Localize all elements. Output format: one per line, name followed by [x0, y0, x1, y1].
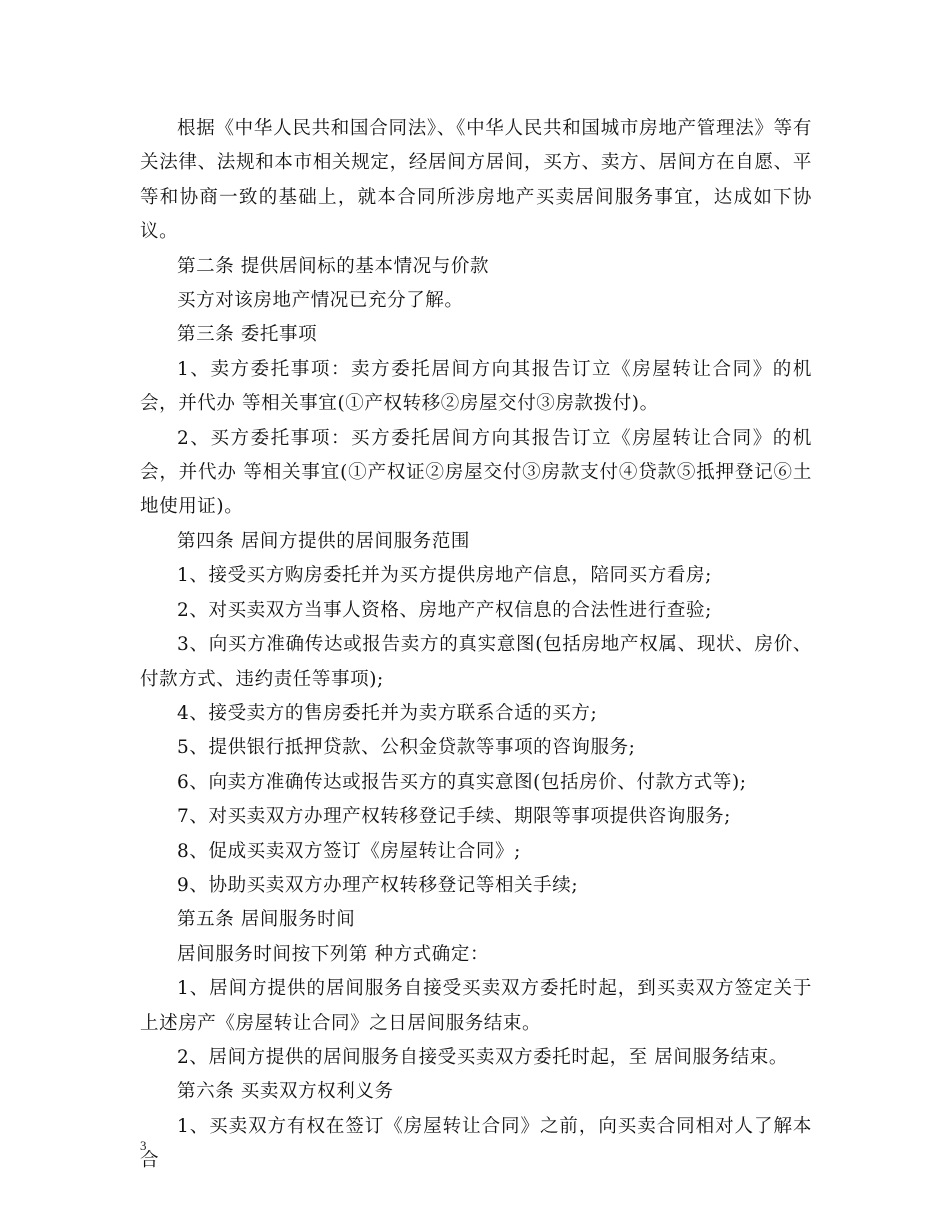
- list-item: 1、居间方提供的居间服务自接受买卖双方委托时起，到买卖双方签定关于上述房产《房屋转让合同》之日居间服务结束。: [140, 978, 812, 1034]
- list-item: 2、居间方提供的居间服务自接受买卖双方委托时起，至 居间服务结束。: [177, 1046, 788, 1068]
- article-heading-6: 第六条 买卖双方权利义务: [177, 1081, 394, 1103]
- article-heading-4: 第四条 居间方提供的居间服务范围: [177, 530, 470, 552]
- body-text: [140, 112, 812, 1179]
- article-heading-5: 第五条 居间服务时间: [177, 909, 356, 931]
- list-item: 6、向卖方准确传达或报告买方的真实意图(包括房价、付款方式等);: [177, 771, 747, 793]
- list-item: 1、卖方委托事项：卖方委托居间方向其报告订立《房屋转让合同》的机会，并代办 等相关事宜(①产权转移②房屋交付③房款拨付)。: [140, 358, 812, 415]
- list-item: 1、接受买方购房委托并为买方提供房地产信息，陪同买方看房;: [177, 565, 712, 587]
- paragraph-intro: 根据《中华人民共和国合同法》、《中华人民共和国城市房地产管理法》等有关法律、法规和本市相关规定，经居间方居间，买方、卖方、居间方在自愿、平等和协商一致的基础上，就本合同所涉房地产买卖居间服务事宜，达成如下协议。: [140, 118, 812, 243]
- article-heading-2: 第二条 提供居间标的基本情况与价款: [177, 255, 490, 277]
- list-item: 9、协助买卖双方办理产权转移登记等相关手续;: [177, 874, 579, 896]
- list-item: 2、对买卖双方当事人资格、房地产产权信息的合法性进行查验;: [177, 599, 712, 621]
- list-item: 7、对买卖双方办理产权转移登记手续、期限等事项提供咨询服务;: [177, 806, 732, 828]
- list-item: 8、促成买卖双方签订《房屋转让合同》;: [177, 840, 521, 862]
- paragraph: 买方对该房地产情况已充分了解。: [177, 290, 464, 312]
- list-item: 1、买卖双方有权在签订《房屋转让合同》之前，向买卖合同相对人了解本合: [140, 1115, 812, 1172]
- list-item: 3、向买方准确传达或报告卖方的真实意图(包括房地产权属、现状、房价、付款方式、违约责任等事项);: [140, 634, 812, 690]
- list-item: 2、买方委托事项：买方委托居间方向其报告订立《房屋转让合同》的机会，并代办 等相关事宜(①产权证②房屋交付③房款支付④贷款⑤抵押登记⑥土地使用证)。: [140, 427, 812, 518]
- list-item: 5、提供银行抵押贷款、公积金贷款等事项的咨询服务;: [177, 737, 636, 759]
- paragraph: 居间服务时间按下列第 种方式确定：: [177, 943, 490, 965]
- page-number: 3: [140, 1138, 147, 1153]
- article-heading-3: 第三条 委托事项: [177, 324, 318, 346]
- list-item: 4、接受卖方的售房委托并为卖方联系合适的买方;: [177, 702, 598, 724]
